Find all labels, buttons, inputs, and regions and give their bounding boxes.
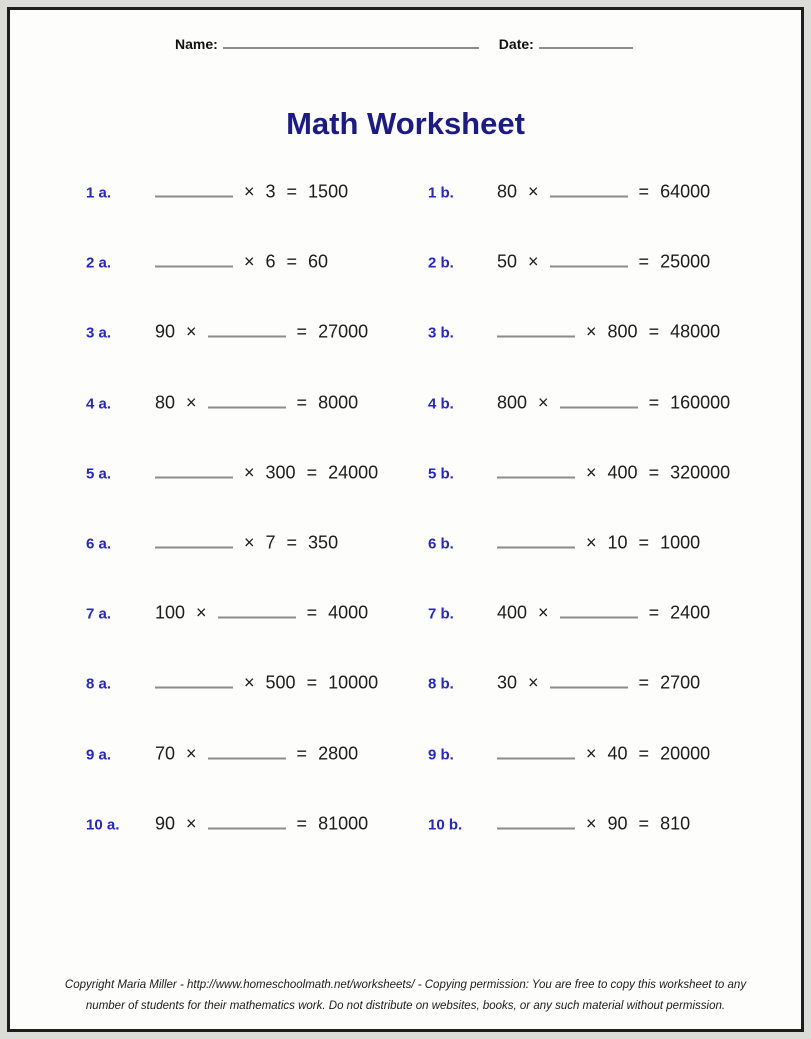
times-sign: × bbox=[186, 392, 197, 413]
times-sign: × bbox=[186, 743, 197, 764]
problem-row bbox=[10, 719, 801, 789]
factor2-blank-line bbox=[208, 817, 286, 829]
factor2-value: 6 bbox=[265, 251, 276, 272]
equals-sign: = bbox=[648, 462, 660, 483]
factor1-value: 30 bbox=[497, 672, 518, 693]
copyright-footer bbox=[10, 975, 801, 1017]
factor2-blank-line bbox=[560, 607, 638, 619]
problem-expression bbox=[497, 603, 710, 624]
problem-number-label: 1 a. bbox=[86, 184, 112, 202]
times-sign: × bbox=[244, 462, 255, 483]
product-value: 2800 bbox=[318, 743, 359, 764]
copyright-line-1: Copyright Maria Miller - http://www.homeschoolmath.net/worksheets/ - Copying permission: You are free to copy this worksheet to any bbox=[64, 979, 747, 991]
equals-sign: = bbox=[638, 672, 650, 693]
problem-number-label: 10 a. bbox=[86, 816, 120, 834]
copyright-line-2: number of students for their mathematics work. Do not distribute on websites, books, or any such material without permission. bbox=[85, 1000, 726, 1012]
problem-6a bbox=[86, 533, 338, 554]
equals-sign: = bbox=[306, 602, 318, 623]
factor1-value: 400 bbox=[497, 602, 528, 623]
product-value: 48000 bbox=[670, 321, 721, 342]
times-sign: × bbox=[186, 321, 197, 342]
times-sign: × bbox=[586, 532, 597, 553]
date-label: Date: bbox=[498, 36, 534, 52]
factor1-value: 80 bbox=[155, 392, 176, 413]
problem-expression bbox=[497, 743, 710, 764]
times-sign: × bbox=[244, 251, 255, 272]
problem-expression bbox=[497, 182, 710, 203]
problem-9a bbox=[86, 743, 358, 764]
equals-sign: = bbox=[638, 743, 650, 764]
problem-expression bbox=[497, 392, 730, 413]
equals-sign: = bbox=[648, 321, 660, 342]
times-sign: × bbox=[186, 813, 197, 834]
equals-sign: = bbox=[638, 532, 650, 553]
product-value: 60 bbox=[308, 251, 329, 272]
factor2-blank-line bbox=[550, 186, 628, 198]
factor2-blank-line bbox=[550, 256, 628, 268]
problem-number-label: 4 a. bbox=[86, 395, 112, 413]
problem-expression bbox=[155, 252, 328, 273]
factor2-value: 40 bbox=[607, 743, 628, 764]
problem-expression bbox=[155, 392, 358, 413]
header bbox=[175, 36, 633, 52]
product-value: 350 bbox=[308, 532, 339, 553]
product-value: 320000 bbox=[670, 462, 731, 483]
factor1-value: 100 bbox=[155, 602, 186, 623]
problem-expression bbox=[155, 603, 368, 624]
product-value: 160000 bbox=[670, 392, 731, 413]
equals-sign: = bbox=[638, 813, 650, 834]
equals-sign: = bbox=[648, 602, 660, 623]
product-value: 20000 bbox=[660, 743, 711, 764]
problem-5b bbox=[428, 462, 730, 483]
product-value: 810 bbox=[660, 813, 691, 834]
problem-10b bbox=[428, 813, 690, 834]
equals-sign: = bbox=[638, 181, 650, 202]
problem-number-label: 6 b. bbox=[428, 535, 454, 553]
factor1-blank-line bbox=[497, 537, 575, 549]
times-sign: × bbox=[586, 813, 597, 834]
factor2-blank-line bbox=[218, 607, 296, 619]
problem-expression bbox=[497, 322, 720, 343]
times-sign: × bbox=[538, 392, 549, 413]
factor2-value: 800 bbox=[607, 321, 638, 342]
factor2-blank-line bbox=[208, 396, 286, 408]
problem-expression bbox=[155, 813, 368, 834]
problem-6b bbox=[428, 533, 700, 554]
times-sign: × bbox=[196, 602, 207, 623]
problem-row bbox=[10, 578, 801, 648]
factor1-value: 80 bbox=[497, 181, 518, 202]
equals-sign: = bbox=[306, 672, 318, 693]
factor1-blank-line bbox=[155, 256, 233, 268]
problem-3b bbox=[428, 322, 720, 343]
problem-number-label: 7 b. bbox=[428, 605, 454, 623]
problem-expression bbox=[497, 813, 690, 834]
problem-expression bbox=[155, 533, 338, 554]
times-sign: × bbox=[586, 743, 597, 764]
date-blank-line bbox=[539, 37, 633, 49]
problem-7a bbox=[86, 603, 368, 624]
problem-number-label: 2 a. bbox=[86, 254, 112, 272]
equals-sign: = bbox=[286, 181, 298, 202]
problem-number-label: 8 a. bbox=[86, 675, 112, 693]
factor1-blank-line bbox=[155, 677, 233, 689]
name-blank-line bbox=[223, 37, 479, 49]
product-value: 4000 bbox=[328, 602, 369, 623]
factor2-value: 10 bbox=[607, 532, 628, 553]
product-value: 2700 bbox=[660, 672, 701, 693]
product-value: 8000 bbox=[318, 392, 359, 413]
problem-number-label: 2 b. bbox=[428, 254, 454, 272]
problem-expression bbox=[497, 252, 710, 273]
problem-number-label: 10 b. bbox=[428, 816, 463, 834]
problem-1b bbox=[428, 182, 710, 203]
problem-expression bbox=[155, 673, 378, 694]
times-sign: × bbox=[586, 321, 597, 342]
problem-expression bbox=[497, 462, 730, 483]
problem-row bbox=[10, 368, 801, 438]
problem-expression bbox=[497, 533, 700, 554]
problem-number-label: 5 b. bbox=[428, 465, 454, 483]
problem-number-label: 7 a. bbox=[86, 605, 112, 623]
times-sign: × bbox=[244, 532, 255, 553]
product-value: 25000 bbox=[660, 251, 711, 272]
factor2-value: 3 bbox=[265, 181, 276, 202]
problem-expression bbox=[155, 322, 368, 343]
factor2-blank-line bbox=[550, 677, 628, 689]
factor1-value: 50 bbox=[497, 251, 518, 272]
problem-number-label: 9 a. bbox=[86, 746, 112, 764]
factor1-blank-line bbox=[497, 817, 575, 829]
factor2-blank-line bbox=[208, 747, 286, 759]
problem-2b bbox=[428, 252, 710, 273]
equals-sign: = bbox=[296, 743, 308, 764]
problem-row bbox=[10, 297, 801, 367]
product-value: 24000 bbox=[328, 462, 379, 483]
times-sign: × bbox=[528, 251, 539, 272]
problem-3a bbox=[86, 322, 368, 343]
factor1-blank-line bbox=[497, 466, 575, 478]
problem-number-label: 3 b. bbox=[428, 324, 454, 342]
problem-1a bbox=[86, 182, 348, 203]
equals-sign: = bbox=[296, 321, 308, 342]
problem-4a bbox=[86, 392, 358, 413]
problems-grid bbox=[10, 157, 801, 859]
equals-sign: = bbox=[286, 532, 298, 553]
problem-row bbox=[10, 648, 801, 718]
factor2-value: 400 bbox=[607, 462, 638, 483]
problem-row bbox=[10, 227, 801, 297]
worksheet-page bbox=[7, 7, 804, 1032]
problem-expression bbox=[155, 743, 358, 764]
problem-8a bbox=[86, 673, 378, 694]
problem-row bbox=[10, 789, 801, 859]
equals-sign: = bbox=[286, 251, 298, 272]
equals-sign: = bbox=[648, 392, 660, 413]
problem-number-label: 8 b. bbox=[428, 675, 454, 693]
equals-sign: = bbox=[296, 813, 308, 834]
problem-number-label: 4 b. bbox=[428, 395, 454, 413]
product-value: 1000 bbox=[660, 532, 701, 553]
product-value: 1500 bbox=[308, 181, 349, 202]
times-sign: × bbox=[528, 672, 539, 693]
factor2-value: 500 bbox=[265, 672, 296, 693]
factor2-value: 300 bbox=[265, 462, 296, 483]
factor2-blank-line bbox=[208, 326, 286, 338]
problem-row bbox=[10, 508, 801, 578]
factor1-value: 800 bbox=[497, 392, 528, 413]
page-title: Math Worksheet bbox=[286, 106, 525, 141]
factor1-blank-line bbox=[155, 466, 233, 478]
problem-expression bbox=[155, 182, 348, 203]
problem-7b bbox=[428, 603, 710, 624]
problem-number-label: 3 a. bbox=[86, 324, 112, 342]
times-sign: × bbox=[244, 672, 255, 693]
factor1-blank-line bbox=[155, 537, 233, 549]
problem-10a bbox=[86, 813, 368, 834]
problem-9b bbox=[428, 743, 710, 764]
product-value: 10000 bbox=[328, 672, 379, 693]
name-label: Name: bbox=[175, 36, 218, 52]
problem-number-label: 6 a. bbox=[86, 535, 112, 553]
times-sign: × bbox=[244, 181, 255, 202]
equals-sign: = bbox=[306, 462, 318, 483]
problem-number-label: 1 b. bbox=[428, 184, 454, 202]
times-sign: × bbox=[528, 181, 539, 202]
factor2-value: 7 bbox=[265, 532, 276, 553]
factor1-blank-line bbox=[497, 326, 575, 338]
problem-expression bbox=[497, 673, 700, 694]
product-value: 64000 bbox=[660, 181, 711, 202]
problem-expression bbox=[155, 462, 378, 483]
factor1-value: 90 bbox=[155, 321, 176, 342]
problem-number-label: 5 a. bbox=[86, 465, 112, 483]
product-value: 81000 bbox=[318, 813, 369, 834]
factor2-value: 90 bbox=[607, 813, 628, 834]
problem-row bbox=[10, 157, 801, 227]
factor2-blank-line bbox=[560, 396, 638, 408]
problem-2a bbox=[86, 252, 328, 273]
problem-row bbox=[10, 438, 801, 508]
equals-sign: = bbox=[296, 392, 308, 413]
factor1-blank-line bbox=[497, 747, 575, 759]
problem-8b bbox=[428, 673, 700, 694]
factor1-value: 90 bbox=[155, 813, 176, 834]
factor1-blank-line bbox=[155, 186, 233, 198]
problem-number-label: 9 b. bbox=[428, 746, 454, 764]
times-sign: × bbox=[586, 462, 597, 483]
product-value: 2400 bbox=[670, 602, 711, 623]
factor1-value: 70 bbox=[155, 743, 176, 764]
problem-4b bbox=[428, 392, 730, 413]
problem-5a bbox=[86, 462, 378, 483]
equals-sign: = bbox=[638, 251, 650, 272]
product-value: 27000 bbox=[318, 321, 369, 342]
times-sign: × bbox=[538, 602, 549, 623]
